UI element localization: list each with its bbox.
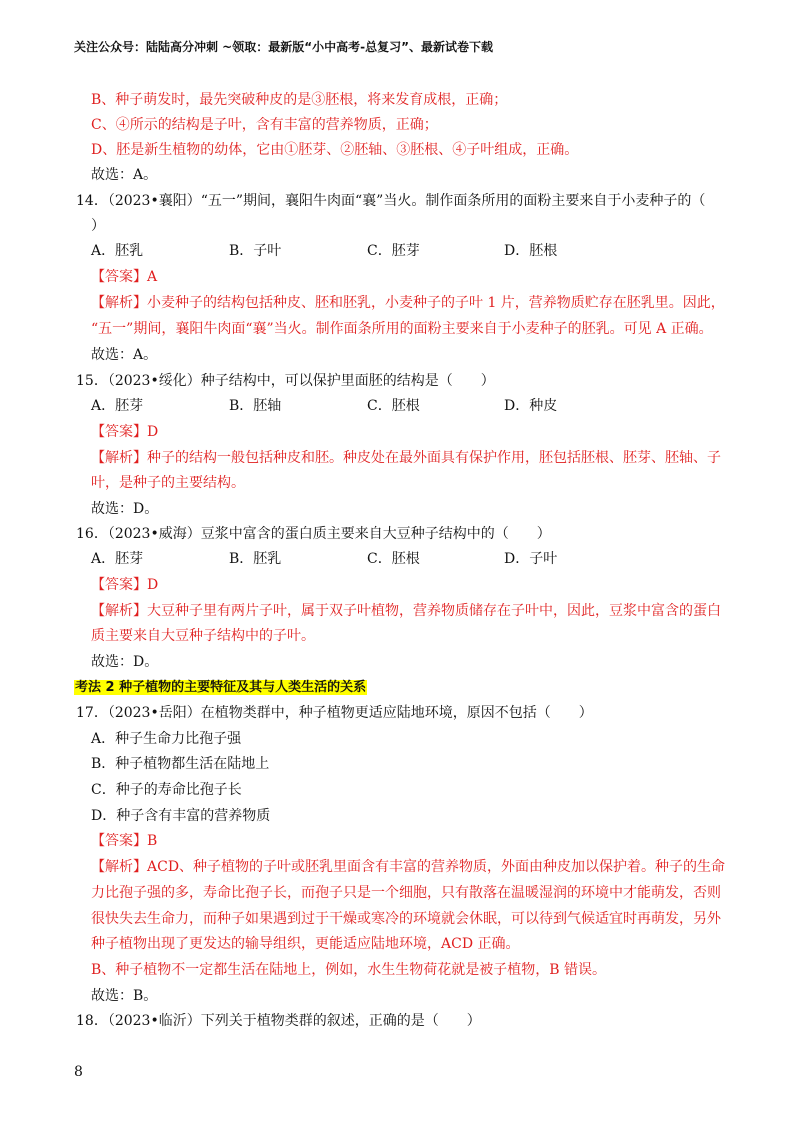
q16-stem: 16．（2023•威海）豆浆中富含的蛋白质主要来自大豆种子结构中的（ ） bbox=[76, 526, 551, 542]
q14-option-c: C．胚芽 bbox=[367, 243, 420, 259]
q14-stem: 14．（2023•襄阳）“五一”期间，襄阳牛肉面“襄”当火。制作面条所用的面粉主要来自于小麦种子的（ bbox=[76, 193, 706, 209]
q16-answer: 【答案】D bbox=[91, 577, 159, 593]
q16-option-c: C．胚根 bbox=[367, 551, 420, 567]
q17-stem: 17．（2023•岳阳）在植物类群中，种子植物更适应陆地环境，原因不包括（ ） bbox=[76, 705, 593, 721]
q17-answer: 【答案】B bbox=[91, 833, 158, 849]
q14-choice: 故选：A。 bbox=[91, 347, 158, 363]
q14-option-b: B．子叶 bbox=[229, 243, 282, 259]
q15-stem: 15．（2023•绥化）种子结构中，可以保护里面胚的结构是（ ） bbox=[76, 373, 495, 389]
q15-option-a: A．胚芽 bbox=[91, 398, 144, 414]
q17-analysis-line2: 力比孢子强的多，寿命比孢子长，而孢子只是一个细胞，只有散落在温暖湿润的环境中才能萌发，否则 bbox=[91, 885, 721, 901]
q17-option-c: C．种子的寿命比孢子长 bbox=[91, 782, 242, 798]
prev-option-b-analysis: B、种子萌发时，最先突破种皮的是③胚根，将来发育成根，正确； bbox=[91, 92, 508, 108]
prev-choice: 故选：A。 bbox=[91, 167, 158, 183]
q14-option-d: D．胚根 bbox=[504, 243, 558, 259]
page-header: 关注公众号：陆陆高分冲刺 ~领取：最新版“小中高考-总复习”、最新试卷下载 bbox=[74, 40, 493, 54]
q17-option-b: B．种子植物都生活在陆地上 bbox=[91, 756, 270, 772]
q14-analysis-line1: 【解析】小麦种子的结构包括种皮、胚和胚乳，小麦种子的子叶 1 片，营养物质贮存在胚乳里。因此， bbox=[91, 295, 725, 311]
q14-answer: 【答案】A bbox=[91, 269, 158, 285]
q16-option-a: A．胚芽 bbox=[91, 551, 144, 567]
q17-analysis-line5: B、种子植物不一定都生活在陆地上，例如，水生生物荷花就是被子植物，B 错误。 bbox=[91, 962, 607, 978]
q16-option-d: D．子叶 bbox=[504, 551, 558, 567]
q16-option-b: B．胚乳 bbox=[229, 551, 282, 567]
q18-stem: 18．（2023•临沂）下列关于植物类群的叙述，正确的是（ ） bbox=[76, 1013, 481, 1029]
q15-option-c: C．胚根 bbox=[367, 398, 420, 414]
q16-choice: 故选：D。 bbox=[91, 654, 159, 670]
q14-analysis-line2: “五一”期间，襄阳牛肉面“襄”当火。制作面条所用的面粉主要来自于小麦种子的胚乳。可见 A 正确。 bbox=[91, 321, 713, 337]
q16-analysis-line2: 质主要来自大豆种子结构中的子叶。 bbox=[91, 628, 315, 644]
q15-analysis-line1: 【解析】种子的结构一般包括种皮和胚。种皮处在最外面具有保护作用，胚包括胚根、胚芽、胚轴、子 bbox=[91, 450, 721, 466]
q17-option-d: D．种子含有丰富的营养物质 bbox=[91, 808, 271, 824]
q15-analysis-line2: 叶，是种子的主要结构。 bbox=[91, 475, 245, 491]
q17-analysis-line1: 【解析】ACD、种子植物的子叶或胚乳里面含有丰富的营养物质，外面由种皮加以保护着。种子的生命 bbox=[91, 859, 726, 875]
q16-analysis-line1: 【解析】大豆种子里有两片子叶，属于双子叶植物，营养物质储存在子叶中，因此，豆浆中富含的蛋白 bbox=[91, 603, 721, 619]
q15-answer: 【答案】D bbox=[91, 424, 159, 440]
q17-option-a: A．种子生命力比孢子强 bbox=[91, 731, 242, 747]
q17-choice: 故选：B。 bbox=[91, 988, 158, 1004]
page-number: 8 bbox=[74, 1064, 83, 1080]
q15-choice: 故选：D。 bbox=[91, 501, 159, 517]
prev-option-c-analysis: C、④所示的结构是子叶，含有丰富的营养物质，正确； bbox=[91, 117, 438, 133]
q14-option-a: A．胚乳 bbox=[91, 243, 144, 259]
q14-stem-cont: ） bbox=[91, 218, 105, 234]
prev-option-d-analysis: D、胚是新生植物的幼体，它由①胚芽、②胚轴、③胚根、④子叶组成，正确。 bbox=[91, 142, 579, 158]
q15-option-d: D．种皮 bbox=[504, 398, 558, 414]
q15-option-b: B．胚轴 bbox=[229, 398, 282, 414]
q17-analysis-line4: 种子植物出现了更发达的输导组织，更能适应陆地环境，ACD 正确。 bbox=[91, 936, 520, 952]
q17-analysis-line3: 很快失去生命力，而种子如果遇到过于干燥或寒冷的环境就会休眠，可以待到气候适宜时再萌发，另外 bbox=[91, 911, 721, 927]
section-heading: 考法 2 种子植物的主要特征及其与人类生活的关系 bbox=[75, 680, 367, 695]
